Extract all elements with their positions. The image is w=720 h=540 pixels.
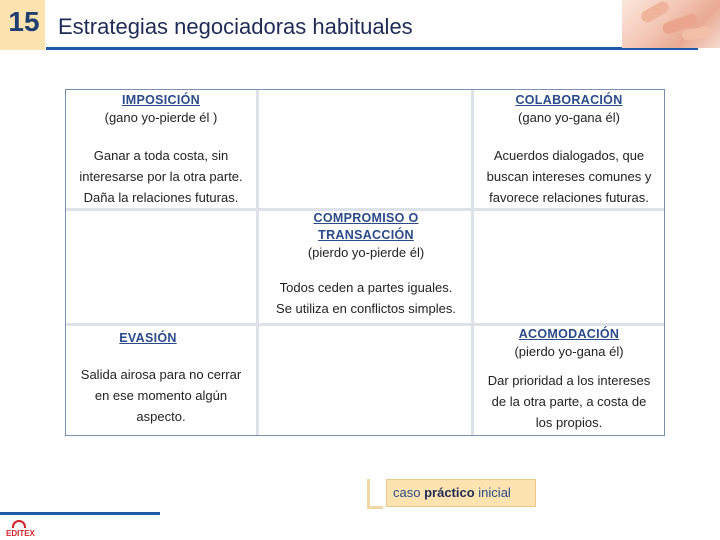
compromiso-heading-line1: COMPROMISO O (313, 211, 419, 225)
hands-photo (622, 0, 720, 48)
colaboracion-heading: COLABORACIÓN (515, 93, 623, 107)
cell-middle-right (474, 211, 664, 323)
imposicion-line: Ganar a toda costa, sin (93, 148, 229, 163)
evasion-heading: EVASIÓN (119, 331, 177, 345)
page-title: Estrategias negociadoras habituales (58, 14, 413, 39)
acomodacion-subtitle: (pierdo yo-gana él) (514, 344, 624, 359)
caso-practico-link[interactable] (386, 479, 536, 507)
colaboracion-line: Acuerdos dialogados, que (493, 148, 645, 163)
editex-logo-text: EDITEX (6, 529, 35, 538)
acomodacion-block (474, 326, 664, 433)
evasion-line: aspecto. (136, 409, 186, 424)
caso-bold: práctico (424, 485, 475, 500)
compromiso-line: Se utiliza en conflictos simples. (276, 301, 456, 316)
chapter-number: 15 (8, 6, 40, 37)
compromiso-subtitle: (pierdo yo-pierde él) (307, 245, 425, 260)
editex-logo (6, 520, 36, 540)
cell-middle-left (66, 211, 256, 323)
evasion-line: en ese momento algún (94, 388, 228, 403)
imposicion-heading: IMPOSICIÓN (121, 93, 200, 107)
editex-logo-mark (12, 520, 26, 528)
evasion-desc-block (66, 364, 256, 427)
acomodacion-heading: ACOMODACIÓN (518, 327, 620, 341)
footer-divider (0, 512, 160, 515)
imposicion-subtitle: (gano yo-pierde él ) (104, 110, 218, 125)
colaboracion-line: buscan intereses comunes y (486, 169, 652, 184)
cell-bottom-middle (259, 326, 471, 435)
evasion-line: Salida airosa para no cerrar (80, 367, 242, 382)
cell-top-middle (259, 90, 471, 208)
caso-bracket-decoration (367, 479, 383, 509)
compromiso-line: Todos ceden a partes iguales. (279, 280, 453, 295)
evasion-block (66, 330, 230, 357)
compromiso-block (259, 210, 473, 319)
imposicion-block (66, 92, 256, 208)
acomodacion-line: los propios. (535, 415, 603, 430)
imposicion-line: interesarse por la otra parte. (79, 169, 243, 184)
colaboracion-line: favorece relaciones futuras. (489, 190, 649, 205)
acomodacion-line: Dar prioridad a los intereses (487, 373, 651, 388)
compromiso-heading-line2: TRANSACCIÓN (318, 228, 414, 242)
caso-suffix: inicial (478, 485, 511, 500)
header-divider (46, 47, 698, 50)
acomodacion-line: de la otra parte, a costa de (491, 394, 647, 409)
imposicion-line: Daña la relaciones futuras. (83, 190, 239, 205)
caso-prefix: caso (393, 485, 421, 500)
colaboracion-subtitle: (gano yo-gana él) (518, 110, 620, 125)
colaboracion-block (474, 92, 664, 208)
